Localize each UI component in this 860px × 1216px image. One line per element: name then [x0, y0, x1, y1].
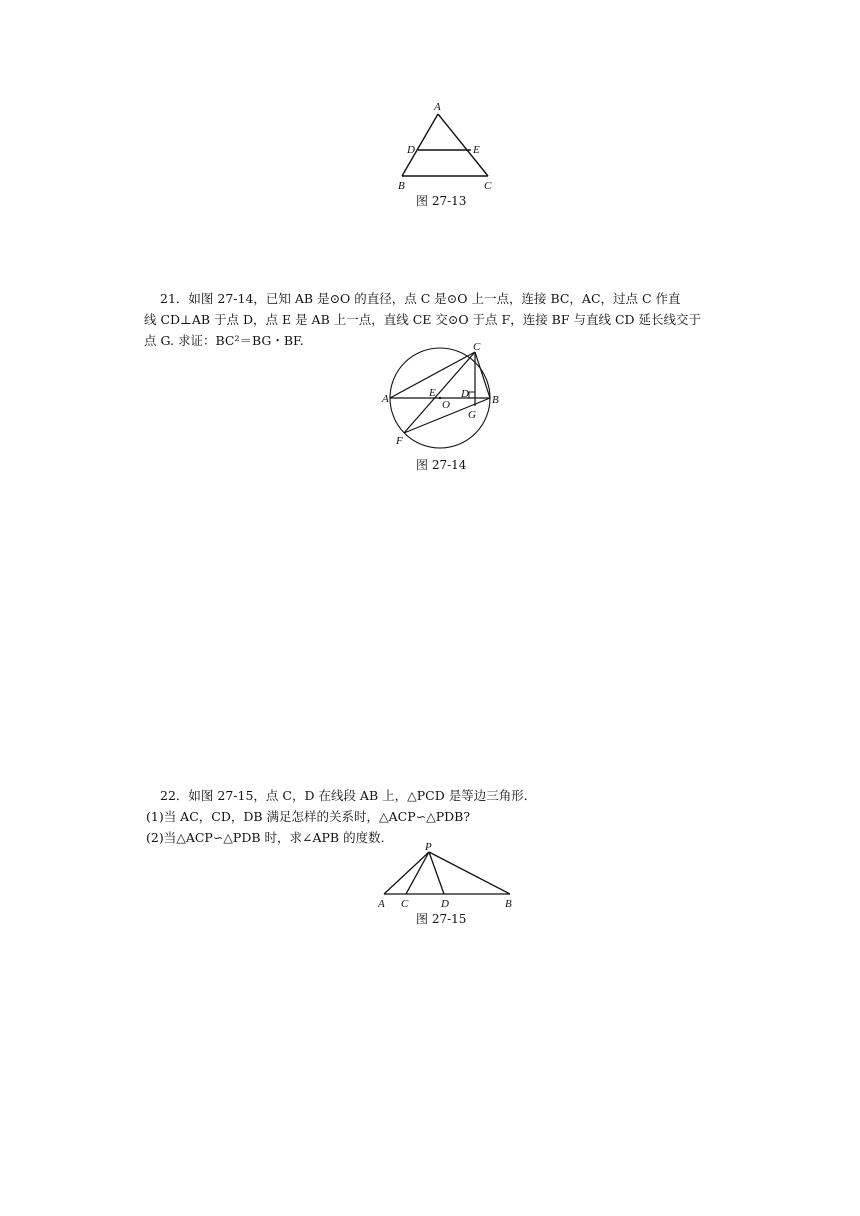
label-b: B	[398, 180, 405, 192]
problem-21-line-2: 线 CD⊥AB 于点 D，点 E 是 AB 上一点，直线 CE 交⊙O 于点 F，连接 BF 与直线 CD 延长线交于	[144, 312, 702, 327]
caption-27-14: 图 27-14	[416, 458, 467, 472]
caption-27-15: 图 27-15	[416, 912, 467, 926]
caption-27-13: 图 27-13	[416, 194, 467, 208]
label-f: F	[396, 435, 403, 447]
label-g: G	[468, 409, 476, 421]
segment-pa	[384, 852, 429, 894]
label-c: C	[484, 180, 492, 192]
figure-27-13	[390, 98, 510, 194]
triangle-diagram	[390, 98, 510, 194]
label-d: D	[441, 898, 449, 910]
label-c: C	[401, 898, 409, 910]
circle-diagram	[382, 340, 512, 450]
problem-21-line-1: 21．如图 27-14，已知 AB 是⊙O 的直径，点 C 是⊙O 上一点，连接 BC，AC，过点 C 作直	[160, 291, 681, 306]
label-a: A	[434, 101, 441, 113]
problem-22-question-2: (2)当△ACP∽△PDB 时，求∠APB 的度数．	[146, 830, 394, 845]
problem-22-question-1: (1)当 AC，CD，DB 满足怎样的关系时，△ACP∽△PDB?	[146, 809, 471, 824]
label-a: A	[382, 393, 389, 405]
label-o: O	[442, 399, 450, 411]
problem-22-line-1: 22．如图 27-15，点 C，D 在线段 AB 上，△PCD 是等边三角形．	[160, 788, 537, 803]
problem-21-line-3: 点 G. 求证：BC²＝BG・BF.	[144, 333, 304, 348]
segment-ac	[438, 114, 488, 176]
label-b: B	[505, 898, 512, 910]
figure-27-15	[372, 842, 522, 912]
label-p: P	[425, 841, 432, 853]
equilateral-triangle-diagram	[372, 842, 522, 912]
center-o-dot	[439, 397, 441, 399]
label-b: B	[492, 394, 499, 406]
label-e: E	[473, 144, 480, 156]
label-a: A	[378, 898, 385, 910]
right-angle-mark	[469, 392, 475, 398]
label-e: E	[429, 387, 436, 399]
label-c: C	[473, 341, 481, 353]
figure-27-14	[382, 340, 512, 450]
label-d: D	[461, 388, 469, 400]
segment-pc	[406, 852, 429, 894]
segment-bc	[475, 352, 490, 398]
label-d: D	[407, 144, 415, 156]
problem-22	[146, 785, 537, 848]
